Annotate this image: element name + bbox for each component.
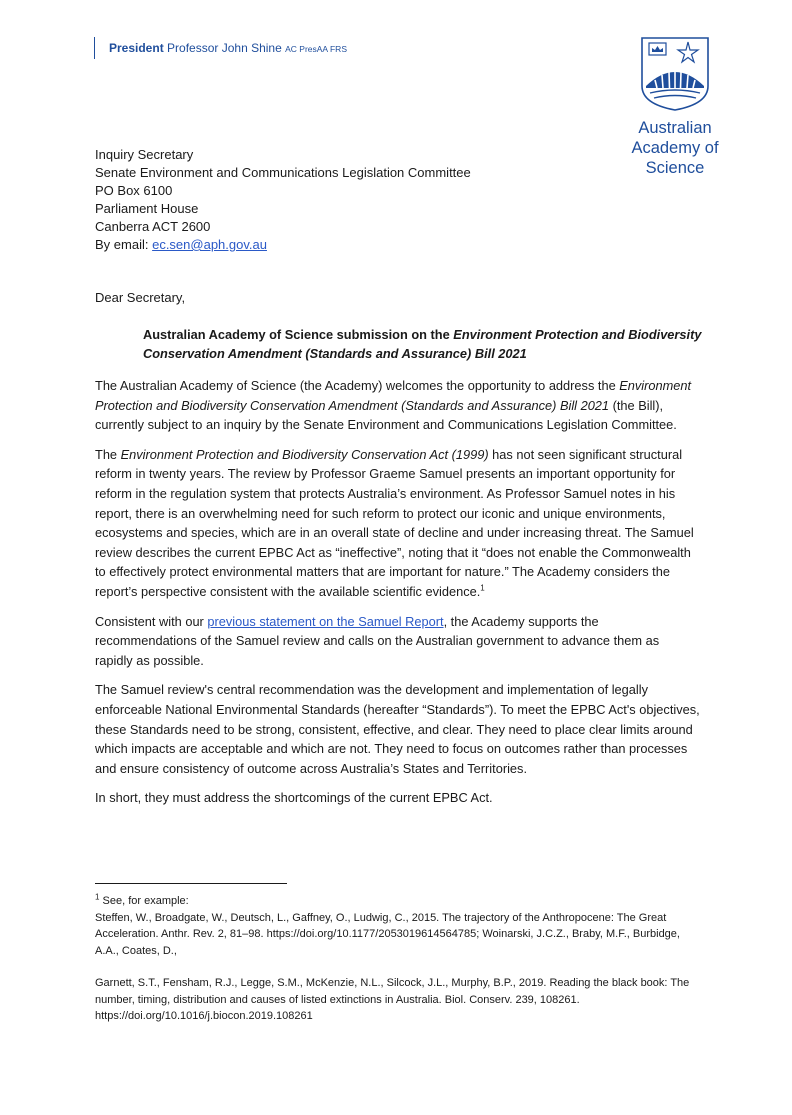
footnote-reference-2: Garnett, S.T., Fensham, R.J., Legge, S.M., McKenzie, N.L., Silcock, J.L., Murphy, B.P., 2019. Reading the black book: The number, timing, distribution and causes of listed extinctions in Australia. Biol. Conserv. 239, 108261. https://doi.org/10.1016/j.biocon.2019.108261 bbox=[95, 977, 690, 1022]
samuel-statement-link[interactable]: previous statement on the Samuel Report bbox=[207, 613, 444, 629]
address-line: PO Box 6100 bbox=[95, 183, 173, 198]
p1-text-b: (the Bill), currently subject to an inquiry by the Senate Environment and Communications Legislation Committee. bbox=[95, 397, 677, 433]
address-line: Inquiry Secretary bbox=[95, 147, 194, 162]
logo-text-line3: Science bbox=[645, 159, 705, 177]
paragraph-4: The Samuel review's central recommendation was the development and implementation of legally enforceable National Environmental Standards (hereafter “Standards”). To meet the EPBC Act's objectives, these Standards need to be strong, consistent, effective, and clear. They need to place clear limits around which impacts are acceptable and which are not. They need to focus on outcomes rather than processes and ensure consistency of outcome across Australia’s States and Territories. bbox=[95, 682, 700, 776]
p3-text-a: Consistent with our bbox=[95, 613, 208, 629]
president-name: Professor John Shine bbox=[167, 41, 282, 55]
president-line bbox=[94, 37, 347, 59]
subject-bill-title: Environment Protection and Biodiversity Conservation Amendment (Standards and Assurance) Bill 2021 bbox=[143, 327, 702, 361]
email-link[interactable]: ec.sen@aph.gov.au bbox=[152, 237, 267, 252]
paragraph-5: In short, they must address the shortcomings of the current EPBC Act. bbox=[95, 790, 493, 806]
subject-heading bbox=[143, 325, 723, 363]
p2-text-a: The bbox=[95, 446, 121, 462]
footnotes bbox=[95, 893, 705, 1025]
address-line: Senate Environment and Communications Legislation Committee bbox=[95, 165, 471, 180]
logo-text-line1: Australian bbox=[638, 119, 712, 137]
footnote-reference-1: Steffen, W., Broadgate, W., Deutsch, L., Gaffney, O., Ludwig, C., 2015. The trajectory of the Anthropocene: The Great Acceleration. Anthr. Rev. 2, 81–98. https://doi.org/10.1177/2053019614564785; Woinarski, J.C.Z., Braby, M.F., Burbidge, A.A., Coates, D., bbox=[95, 911, 680, 957]
footnote-reference[interactable]: 1 bbox=[480, 583, 485, 593]
paragraph-1 bbox=[95, 376, 700, 435]
p1-bill-title: Environment Protection and Biodiversity Conservation Amendment (Standards and Assurance) Bill 2021 bbox=[95, 378, 692, 413]
academy-crest-icon bbox=[640, 36, 710, 112]
p3-text-b: , the Academy supports the recommendations of the Samuel review and calls on the Australian government to advance them as rapidly as possible. bbox=[95, 613, 660, 668]
email-label: By email: bbox=[95, 237, 149, 252]
president-role: President bbox=[109, 41, 164, 55]
footnote-marker: 1 bbox=[95, 892, 100, 902]
paragraph-2 bbox=[95, 445, 700, 602]
letter-body bbox=[95, 376, 700, 818]
footnote-intro-text: See, for example: bbox=[99, 895, 189, 907]
p2-act-title: Environment Protection and Biodiversity Conservation Act (1999) bbox=[120, 446, 489, 462]
email-line bbox=[95, 236, 471, 254]
salutation: Dear Secretary, bbox=[95, 290, 186, 305]
president-postnominals: AC PresAA FRS bbox=[285, 44, 347, 54]
address-line: Parliament House bbox=[95, 201, 199, 216]
recipient-address bbox=[95, 146, 471, 254]
academy-logo bbox=[612, 36, 738, 178]
address-line: Canberra ACT 2600 bbox=[95, 219, 211, 234]
p2-text-b: has not seen significant structural reform in twenty years. The review by Professor Graeme Samuel presents an important opportunity for reform in the regulation system that protects Australia’s environment. As Professor Samuel notes in his report, there is an overwhelming need for such reform to protect our iconic and unique environments, ecosystems and species, which are in an overall state of decline and under increasing threat. The Samuel review describes the current EPBC Act as “ineffective”, noting that it “does not enable the Commonwealth to effectively protect environmental matters that are important for nature.” The Academy considers the report’s perspective consistent with the available scientific evidence. bbox=[95, 446, 694, 599]
subject-prefix: Australian Academy of Science submission on the bbox=[143, 327, 454, 342]
p1-text-a: The Australian Academy of Science (the Academy) welcomes the opportunity to address the bbox=[95, 378, 620, 393]
logo-text-line2: Academy of bbox=[631, 139, 719, 157]
paragraph-3 bbox=[95, 612, 700, 671]
footnote-intro bbox=[95, 893, 705, 910]
footnote-divider bbox=[95, 883, 287, 884]
